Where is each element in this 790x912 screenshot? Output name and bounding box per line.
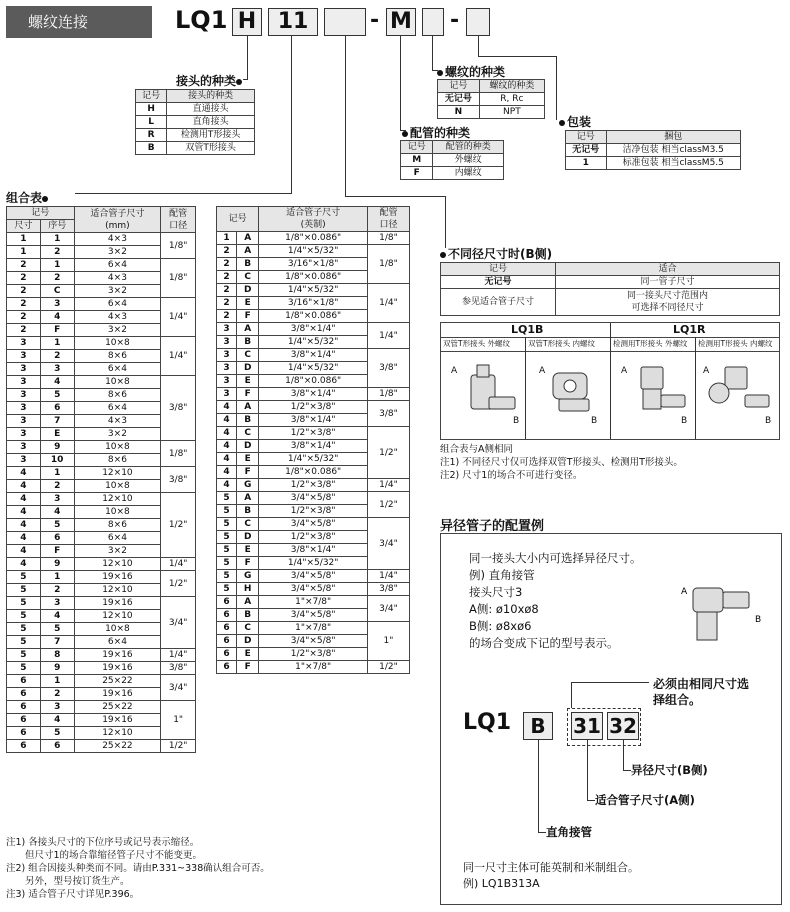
combo-title: 组合表 [6,189,50,206]
table-row: 6 F 1"×7/8" 1/2" [217,661,410,674]
table-row: 3 4 10×8 3/8" [7,376,196,389]
diff-size-notes: 组合表与A侧相同 注1) 不同径尺寸仅可选择双管T形接头、检测用T形接头。 注2) 尺寸1的场合不可进行变径。 [440,444,683,481]
packaging-table [565,130,741,170]
table-row: 3 B 1/4"×5/32" [217,336,410,349]
table-row: 5 E 3/8"×1/4" [217,544,410,557]
table-row: 2 C 3×2 [7,285,196,298]
table-row: 4 F 1/8"×0.086" [217,466,410,479]
example-callout: 必须由相同尺寸选 择组合。 [653,677,750,707]
header-cell: 记号 [438,80,480,93]
table-row: 3 7 4×3 [7,415,196,428]
table-row: 5 8 19×16 1/4" [7,649,196,662]
model-dash: - [450,8,460,33]
table-row: 3 9 10×8 1/8" [7,441,196,454]
joint-type-table [135,89,255,155]
header-cell: 捆包 [606,131,741,144]
side-a: A [451,366,458,376]
label-a-side: 适合管子尺寸(A侧) [595,793,695,807]
svg-text:B: B [591,416,598,426]
example-title: 异径管子的配置例 [440,519,545,534]
model-box-diff [324,8,366,36]
table-row: 3 2 8×6 [7,350,196,363]
example-box [440,533,782,905]
table-row: 3 10 8×6 [7,454,196,467]
table-row: 无记号 洁净包装 相当classM3.5 [566,144,741,157]
table-row: 6 D 3/4"×5/8" [217,635,410,648]
table-row: L 直角接头 [136,116,255,129]
table-row: R 检测用T形接头 [136,129,255,142]
table-row: 5 1 19×16 1/2" [7,571,196,584]
example-text: 同一接头大小内可选择异径尺寸。 例) 直角接管 接头尺寸3 A侧: ø10xø8 B侧: ø8xø6 的场合变成下记的型号表示。 [469,551,642,650]
thread-type-table [437,79,545,119]
table-row: 4 3 12×10 1/2" [7,493,196,506]
table-row: 6 3 25×22 1" [7,701,196,714]
table-row: 3 A 3/8"×1/4" 1/4" [217,323,410,336]
table-row: 2 2 4×3 [7,272,196,285]
table-row: 5 H 3/4"×5/8" 3/8" [217,583,410,596]
table-row: 4 B 3/8"×1/4" [217,414,410,427]
table-row: 1 2 3×2 [7,246,196,259]
table-row: 4 4 10×8 [7,506,196,519]
table-row: 3 3 6×4 [7,363,196,376]
table-row: 5 C 3/4"×5/8" 3/4" [217,518,410,531]
table-row: 5 F 1/4"×5/32" [217,557,410,570]
diff-size-title: 不同径尺寸时(B侧) [440,245,552,262]
table-row: 6 1 25×22 3/4" [7,675,196,688]
table-row: 2 C 1/8"×0.086" [217,271,410,284]
model-box-pack [466,8,490,36]
table-row: 4 6 6×4 [7,532,196,545]
table-row: H 直通接头 [136,103,255,116]
diff-size-figures: LQ1B LQ1R 双管T形接头 外螺纹 双管T形接头 内螺纹 检测用T形接头 外螺纹 检测用T形接头 内螺纹 A B A B A B A B [440,322,780,440]
lq1r-label: LQ1R [673,323,706,336]
label-b-side: 异径尺寸(B侧) [631,763,708,777]
example-footer: 同一尺寸主体可能英制和米制组合。 例) LQ1B313A [463,861,639,890]
header-cell: 螺纹的种类 [479,80,544,93]
table-row: 5 2 12×10 [7,584,196,597]
table-row: 5 B 1/2"×3/8" [217,505,410,518]
table-row: 3 C 3/8"×1/4" 3/8" [217,349,410,362]
table-row: 3 D 1/4"×5/32" [217,362,410,375]
table-row: M 外螺纹 [401,154,504,167]
combo-table-inch: 记号 适合管子尺寸 (英制) 配管 口径 1 A 1/8"×0.086" 1/8" 2 A 1/4"×5/32" 1/8" 2 B 3/16"×1/8" 2 C 1/8"×0.086" 2 D 1/4"×5/32" 1/4" 2 E 3/16"×1/8" 2 F 1/8"×0.086" 3 A 3/8"×1/4" 1/4" 3 B 1/4"×5/32" 3 C 3/8"×1/4" 3/8" 3 D 1/4"×5/32" 3 E 1/8"×0.086" 3 F 3/8"×1/4" 1/8" 4 A 1/2"×3/8" 3/8" 4 B 3/8"×1/4" 4 C 1/2"×3/8" 1/2" 4 D 3/8"×1/4" 4 E 1/4"×5/32" 4 F 1/8"×0.086" 4 G 1/2"×3/8" 1/4" 5 A 3/4"×5/8" 1/2" 5 B 1/2"×3/8" 5 C 3/4"×5/8" 3/4" 5 D 1/2"×3/8" 5 E 3/8"×1/4" 5 F 1/4"×5/32" 5 G 3/4"×5/8" 1/4" 5 H 3/4"×5/8" 3/8" 6 A 1"×7/8" 3/4" 6 B 3/4"×5/8" 6 C 1"×7/8" 1" 6 D 3/4"×5/8" 6 E 1/2"×3/8" 6 F 1"×7/8" 1/2" [216,206,410,674]
model-box-size: 11 [268,8,318,36]
section-header: 螺纹连接 [6,6,152,38]
table-row: 1 1 4×3 1/8" [7,233,196,246]
table-row: 2 E 3/16"×1/8" [217,297,410,310]
table-row: 2 D 1/4"×5/32" 1/4" [217,284,410,297]
svg-text:B: B [681,416,688,426]
lq1b-label: LQ1B [511,323,544,336]
table-row: 4 1 12×10 3/8" [7,467,196,480]
table-row: 2 F 1/8"×0.086" [217,310,410,323]
header-cell: 记号 [566,131,607,144]
table-row: 3 E 3×2 [7,428,196,441]
fitting-figures [441,353,779,437]
table-row: 5 3 19×16 3/4" [7,597,196,610]
model-box-thread [422,8,444,36]
table-row: 2 3 6×4 1/4" [7,298,196,311]
model-box-pipe: M [386,8,416,36]
header-cell: 记号 [136,90,167,103]
table-row: 5 5 10×8 [7,623,196,636]
elbow-fitting-icon [673,574,773,654]
table-row: 6 C 1"×7/8" 1" [217,622,410,635]
header-cell: 接头的种类 [167,90,255,103]
svg-text:A: A [681,587,688,597]
header-cell: 记号 [401,141,433,154]
pipe-type-table [400,140,504,180]
table-row: 1 标准包装 相当classM5.5 [566,157,741,170]
model-box-joint: H [232,8,262,36]
table-row: N NPT [438,106,545,119]
table-row: 4 C 1/2"×3/8" 1/2" [217,427,410,440]
example-model-prefix: LQ1 [463,710,512,735]
label-joint: 直角接管 [546,825,592,839]
table-row: 2 1 6×4 1/8" [7,259,196,272]
example-box-a: 31 [571,712,603,740]
svg-text:A: A [539,366,546,376]
svg-text:B: B [765,416,772,426]
table-row: 5 A 3/4"×5/8" 1/2" [217,492,410,505]
svg-text:B: B [513,416,520,426]
svg-text:B: B [755,615,762,625]
table-row: 无记号 R, Rc [438,93,545,106]
table-row: 2 B 3/16"×1/8" [217,258,410,271]
table-row: 6 B 3/4"×5/8" [217,609,410,622]
model-prefix: LQ1 [175,6,228,34]
table-row: 6 E 1/2"×3/8" [217,648,410,661]
table-row: 5 G 3/4"×5/8" 1/4" [217,570,410,583]
table-row: 3 5 8×6 [7,389,196,402]
table-row: 3 F 3/8"×1/4" 1/8" [217,388,410,401]
header-cell: 配管的种类 [433,141,504,154]
svg-text:A: A [621,366,628,376]
table-row: 1 A 1/8"×0.086" 1/8" [217,232,410,245]
example-box-joint: B [523,712,553,740]
table-row: 6 A 1"×7/8" 3/4" [217,596,410,609]
table-row: 2 A 1/4"×5/32" 1/8" [217,245,410,258]
example-box-b: 32 [607,712,639,740]
table-row: 3 6 6×4 [7,402,196,415]
table-row: 6 4 19×16 [7,714,196,727]
table-row: 2 F 3×2 [7,324,196,337]
table-row: 4 5 8×6 [7,519,196,532]
table-row: 5 7 6×4 [7,636,196,649]
table-row: B 双管T形接头 [136,142,255,155]
table-row: 4 A 1/2"×3/8" 3/8" [217,401,410,414]
table-row: 4 E 1/4"×5/32" [217,453,410,466]
table-row: 5 4 12×10 [7,610,196,623]
table-row: 6 2 19×16 [7,688,196,701]
table-row: 2 4 4×3 [7,311,196,324]
svg-text:A: A [703,366,710,376]
pipe-type-title: 配管的种类 [402,124,470,141]
table-row: 3 1 10×8 1/4" [7,337,196,350]
model-dash: - [370,8,380,33]
thread-type-title: 螺纹的种类 [437,63,505,80]
table-row: 5 D 1/2"×3/8" [217,531,410,544]
table-row: F 内螺纹 [401,167,504,180]
table-row: 5 9 19×16 3/8" [7,662,196,675]
joint-type-title: 接头的种类 [176,72,244,89]
table-row: 4 9 12×10 1/4" [7,558,196,571]
packaging-title: 包装 [559,113,591,130]
table-row: 4 F 3×2 [7,545,196,558]
diff-size-table: 记号 适合 无记号 同一管子尺寸 参见适合管子尺寸 同一接头尺寸范围内 可选择不同径尺寸 [440,262,780,316]
table-row: 6 5 12×10 [7,727,196,740]
table-row: 3 E 1/8"×0.086" [217,375,410,388]
table-row: 4 2 10×8 [7,480,196,493]
table-row: 4 G 1/2"×3/8" 1/4" [217,479,410,492]
combo-table-metric: 记号 适合管子尺寸 (mm) 配管 口径 尺寸 序号 1 1 4×3 1/8" 1 2 3×2 2 1 6×4 1/8" 2 2 4×3 2 C 3×2 2 3 6×4 1/4" 2 4 4×3 2 F 3×2 3 1 10×8 1/4" 3 2 8×6 3 3 6×4 3 4 10×8 3/8" 3 5 8×6 3 6 6×4 3 7 4×3 3 E 3×2 3 9 10×8 1/8" 3 10 8×6 4 1 12×10 3/8" 4 2 10×8 4 3 12×10 1/2" 4 4 10×8 4 5 8×6 4 6 6×4 4 F 3×2 4 9 12×10 1/4" 5 1 19×16 1/2" 5 2 12×10 5 3 19×16 3/4" 5 4 12×10 5 5 10×8 5 7 6×4 5 8 19×16 1/4" 5 9 19×16 3/8" 6 1 25×22 3/4" 6 2 19×16 6 3 25×22 1" 6 4 19×16 6 5 12×10 6 6 25×22 1/2" [6,206,196,753]
table-row: 4 D 3/8"×1/4" [217,440,410,453]
table-row: 6 6 25×22 1/2" [7,740,196,753]
notes: 注1) 各接头尺寸的下位序号或记号表示缩径。 但尺寸1的场合靠缩径管子尺寸不能变更。 注2) 组合因接头种类而不同。请由P.331~338确认组合可否。 另外，型号按订货生产。 注3) 适合管子尺寸详见P.396。 [6,837,270,900]
